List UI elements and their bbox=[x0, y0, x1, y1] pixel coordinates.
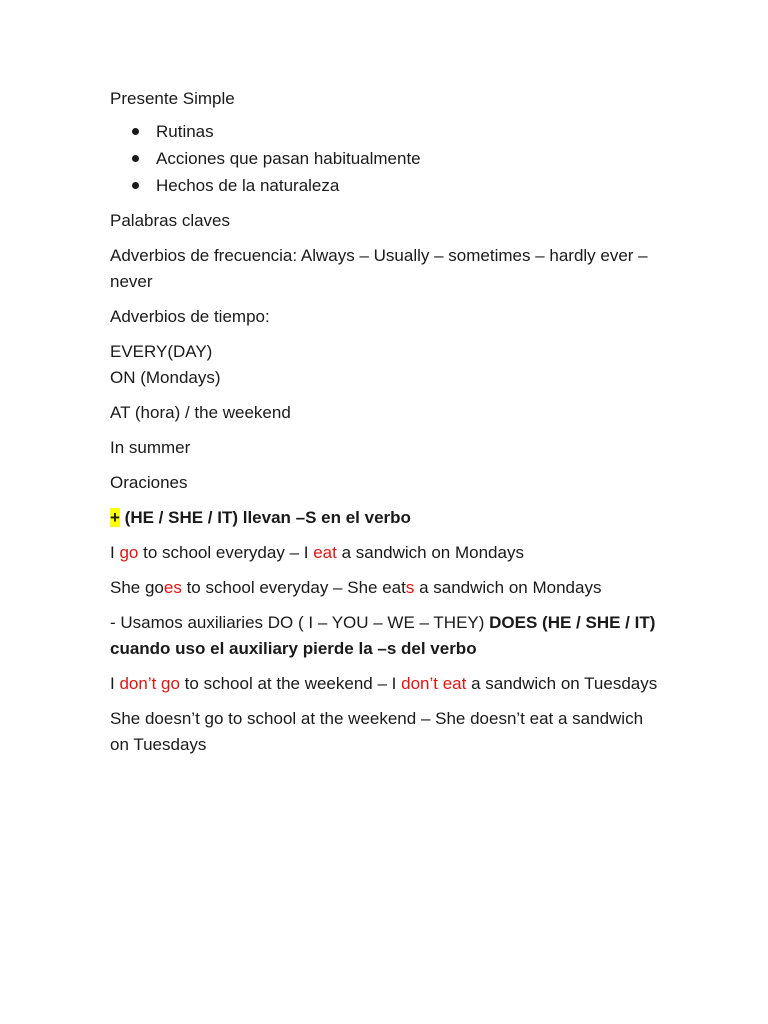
example-affirmative-2: She goes to school everyday – She eats a sandwich on Mondays bbox=[110, 578, 602, 597]
example-affirmative-1: I go to school everyday – I eat a sandwich on Mondays bbox=[110, 543, 524, 562]
suffix-highlight: es bbox=[163, 578, 182, 597]
at-weekend: AT (hora) / the weekend bbox=[110, 403, 291, 422]
rule-affirmative: + (HE / SHE / IT) llevan –S en el verbo bbox=[110, 508, 411, 527]
example-negative-2: She doesn’t go to school at the weekend – She doesn’t eat a sandwich on Tuesdays bbox=[110, 709, 644, 754]
plus-highlight: + bbox=[110, 508, 120, 527]
uses-list bbox=[110, 118, 658, 199]
bullet-icon bbox=[132, 128, 139, 135]
doc-title: Presente Simple bbox=[110, 89, 235, 108]
verb-highlight: go bbox=[119, 543, 139, 562]
rule-negative: - Usamos auxiliaries DO ( I – YOU – WE – THEY) DOES (HE / SHE / IT) cuando uso el auxiliary pierde la –s del verbo bbox=[110, 613, 656, 658]
verb-highlight: eat bbox=[313, 543, 337, 562]
list-item: Acciones que pasan habitualmente bbox=[110, 145, 658, 172]
sentences-heading: Oraciones bbox=[110, 473, 188, 492]
bullet-icon bbox=[132, 155, 139, 162]
suffix-highlight: s bbox=[405, 578, 415, 597]
list-item: Hechos de la naturaleza bbox=[110, 172, 658, 199]
time-adverbs-every-on bbox=[110, 339, 658, 391]
in-summer: In summer bbox=[110, 438, 191, 457]
list-item: Rutinas bbox=[110, 118, 658, 145]
frequency-adverbs: Adverbios de frecuencia: Always – Usually – sometimes – hardly ever – never bbox=[110, 246, 648, 291]
verb-highlight: don’t go bbox=[119, 674, 180, 693]
verb-highlight: don’t eat bbox=[401, 674, 467, 693]
time-adverbs-heading: Adverbios de tiempo: bbox=[110, 307, 270, 326]
keywords-heading: Palabras claves bbox=[110, 211, 231, 230]
example-negative-1: I don’t go to school at the weekend – I don’t eat a sandwich on Tuesdays bbox=[110, 674, 658, 693]
every-day: EVERY(DAY) bbox=[110, 342, 213, 361]
bullet-icon bbox=[132, 182, 139, 189]
on-mondays: ON (Mondays) bbox=[110, 368, 221, 387]
